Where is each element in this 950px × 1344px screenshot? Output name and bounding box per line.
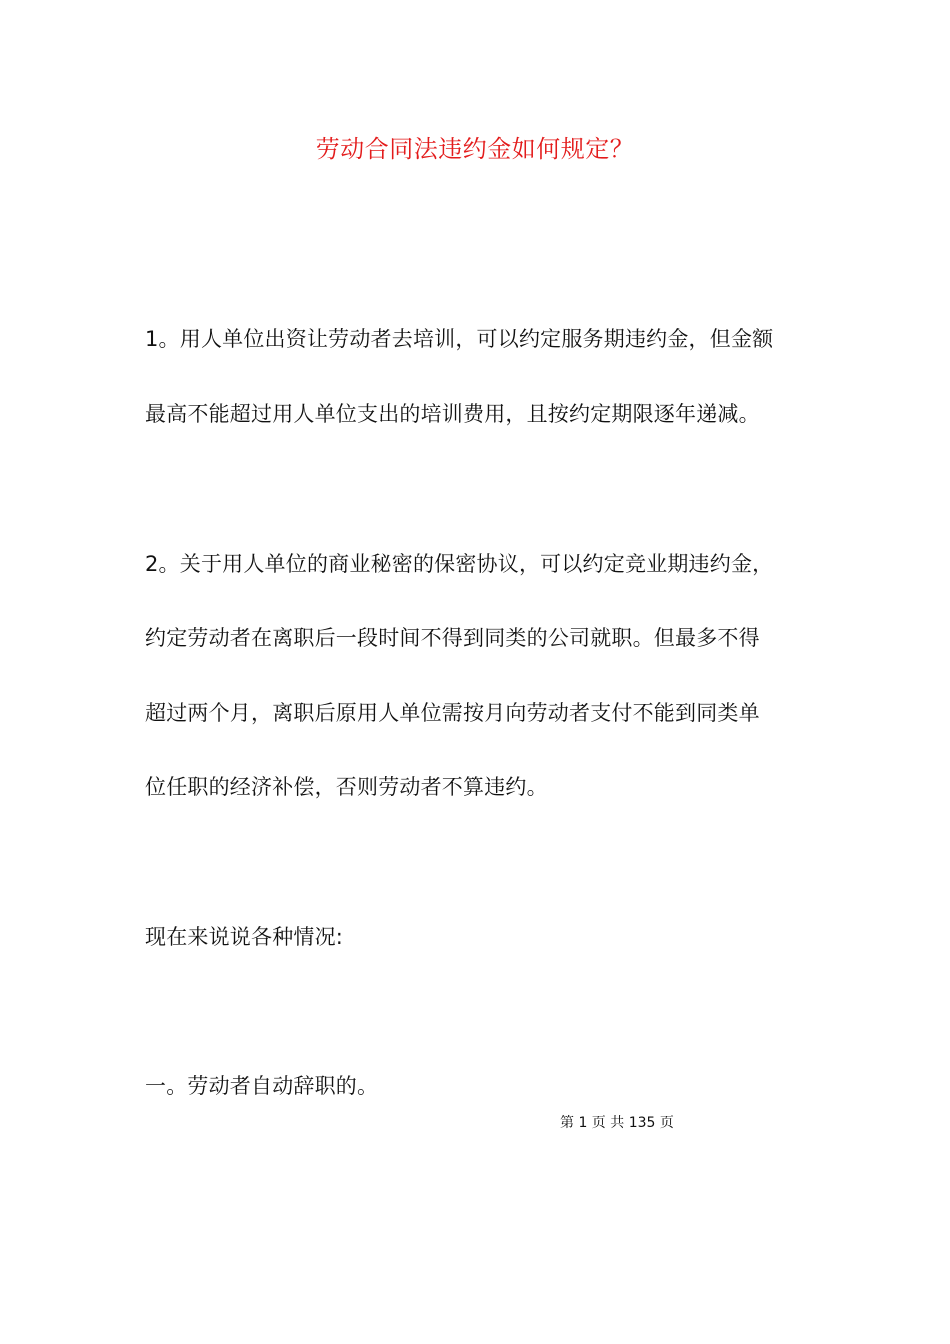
section-heading: 一。劳动者自动辞职的。 [145,1074,379,1098]
section-intro-text: 现在来说说各种情况: [145,925,344,949]
paragraph-1-line-1: 1。用人单位出资让劳动者去培训，可以约定服务期违约金，但金额 [145,327,774,351]
paragraph-1-line-2: 最高不能超过用人单位支出的培训费用，且按约定期限逐年递减。 [145,402,760,426]
paragraph-2-line-3: 超过两个月，离职后原用人单位需按月向劳动者支付不能到同类单 [145,701,760,725]
paragraph-2-line-2: 约定劳动者在离职后一段时间不得到同类的公司就职。但最多不得 [145,626,760,650]
paragraph-2-line-4: 位任职的经济补偿，否则劳动者不算违约。 [145,775,548,799]
paragraph-2-line-1: 2。关于用人单位的商业秘密的保密协议，可以约定竞业期违约金， [145,552,774,576]
document-title: 劳动合同法违约金如何规定？ [315,135,635,163]
page-number-footer: 第 1 页 共 135 页 [560,1115,674,1131]
